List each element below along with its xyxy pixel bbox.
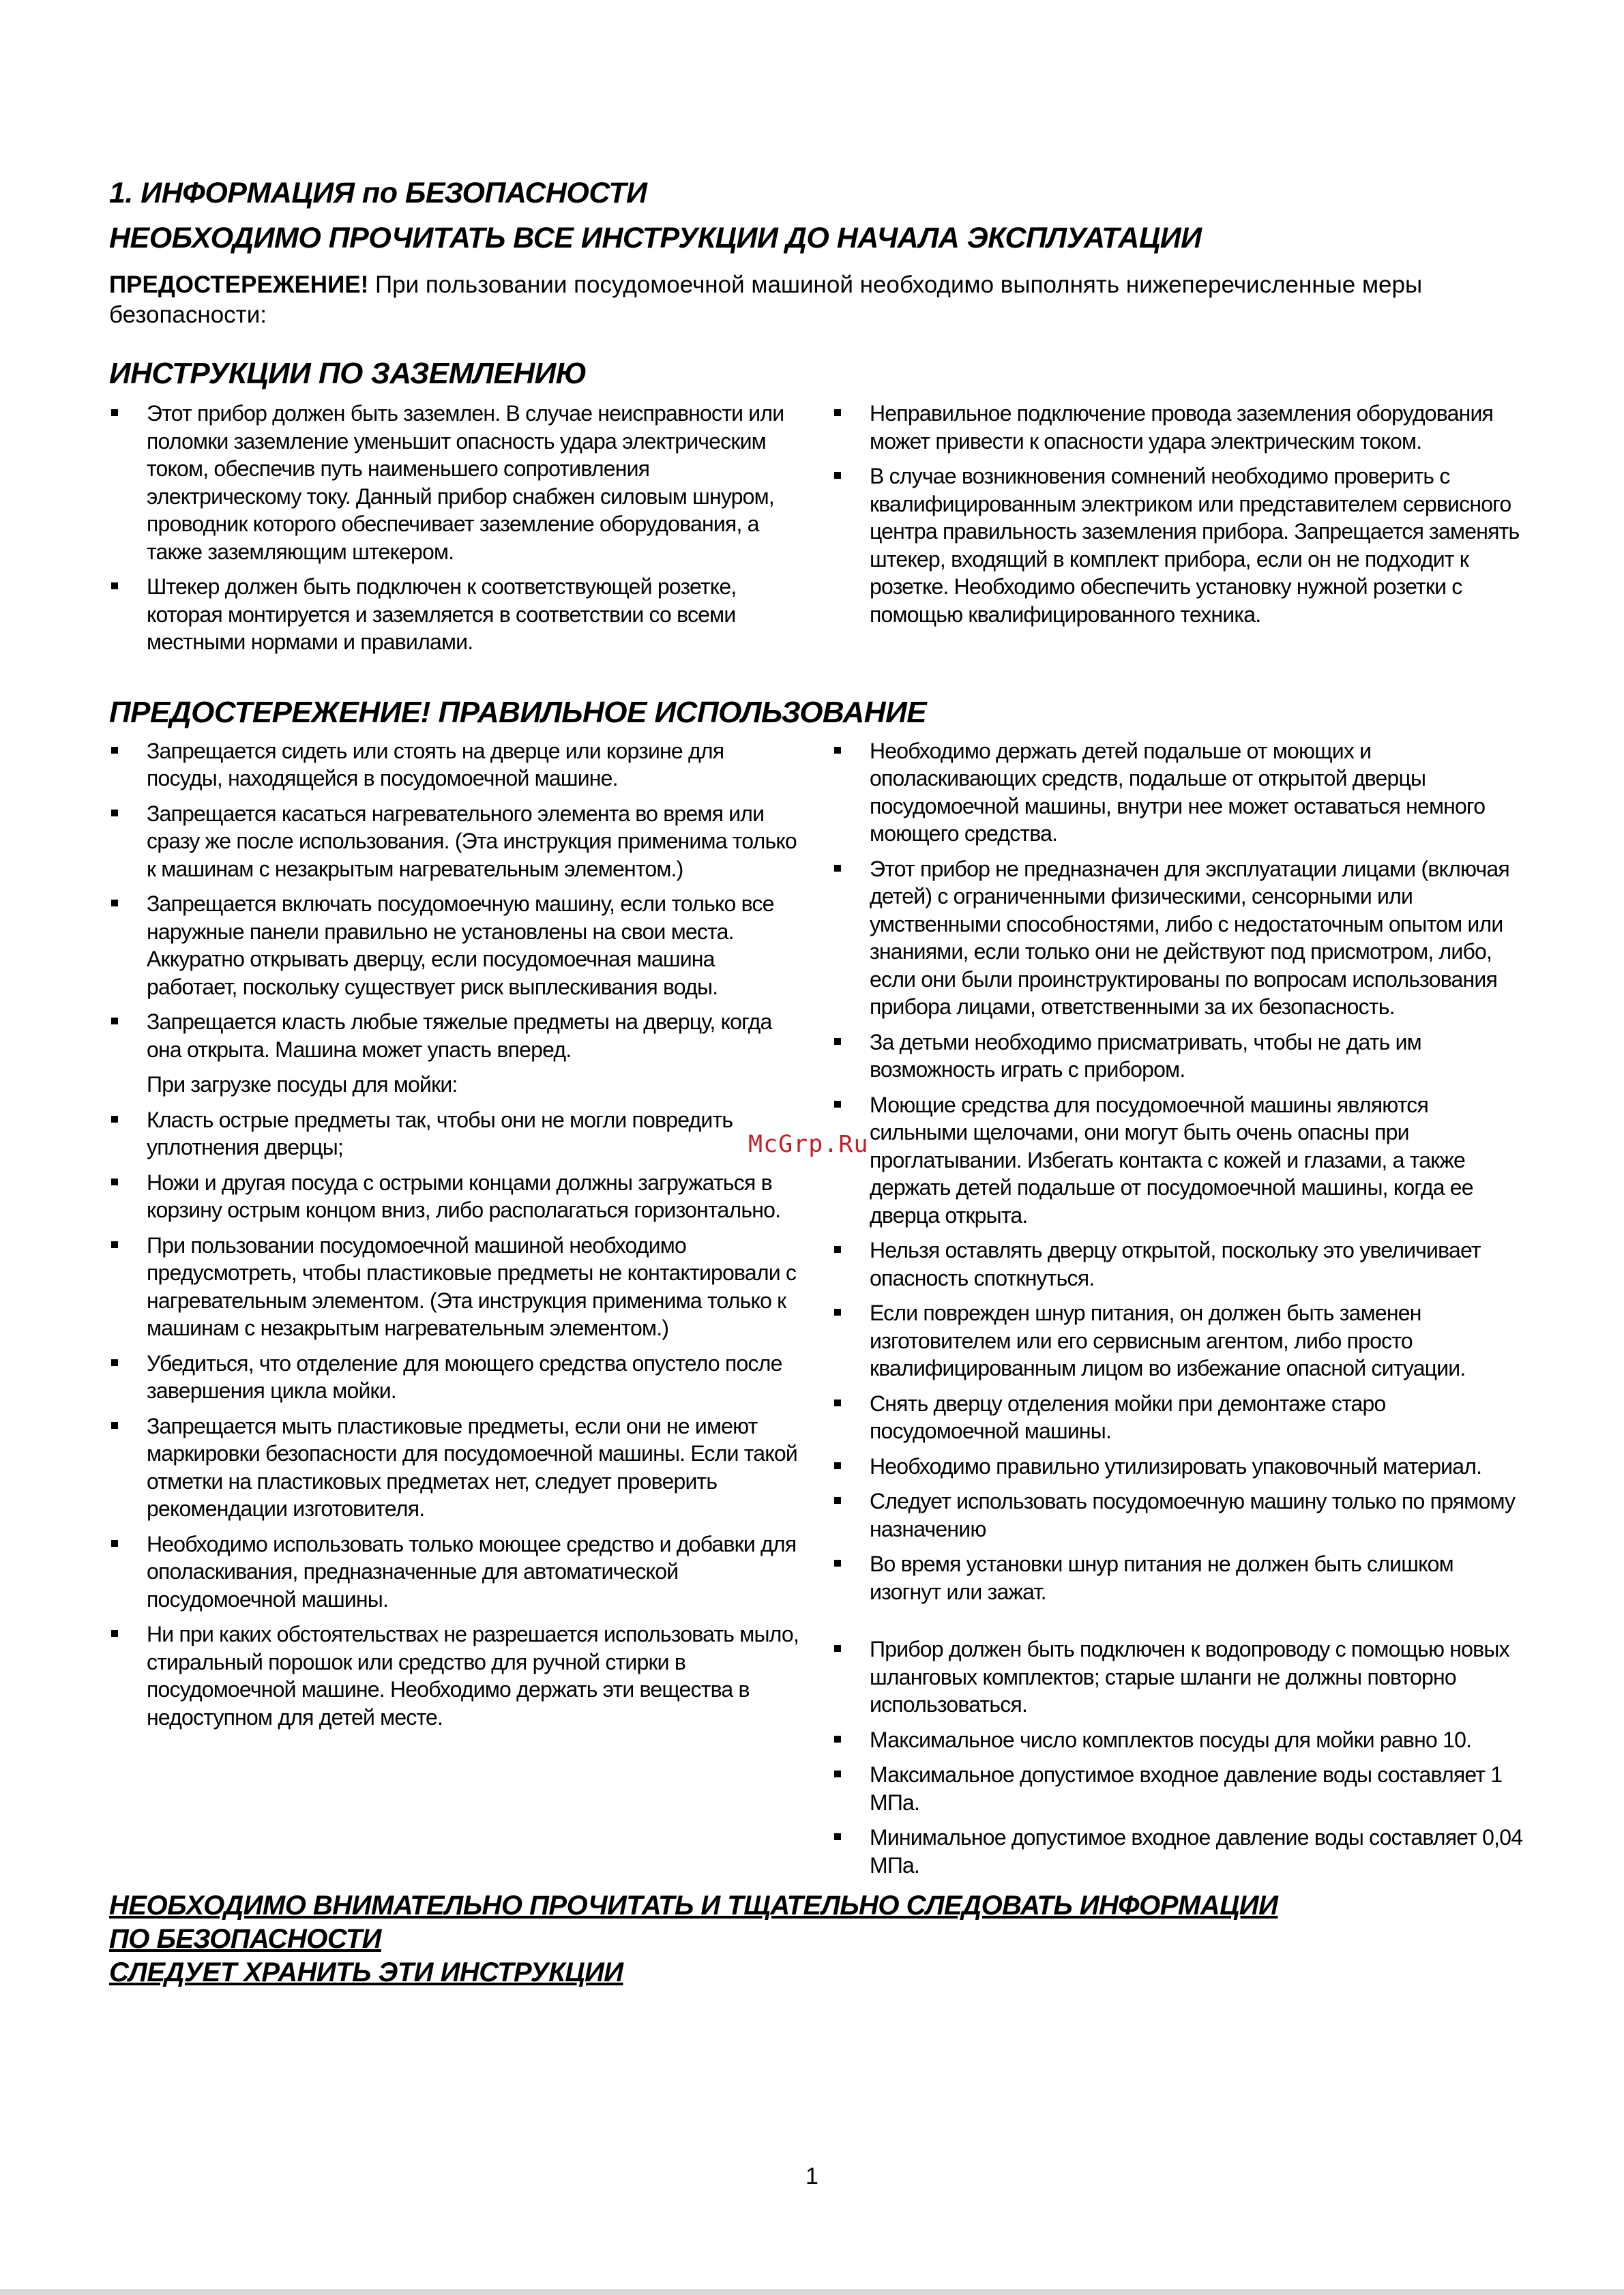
bullet-icon: [834, 1736, 841, 1743]
list-item: Запрещается касаться нагревательного элемента во время или сразу же после использования. (Эта инструкция применима только к машинам с незакрытым нагревательным элементом.): [109, 800, 805, 883]
list-item: Нельзя оставлять дверцу открытой, поскольку это увеличивает опасность споткнуться.: [832, 1237, 1528, 1292]
grounding-section-title: ИНСТРУКЦИИ ПО ЗАЗЕМЛЕНИЮ: [109, 357, 587, 390]
list-item: Убедиться, что отделение для моющего средства опустело после завершения цикла мойки.: [109, 1350, 805, 1405]
grounding-right-list: [832, 400, 1528, 628]
list-item: В случае возникновения сомнений необходимо проверить с квалифицированным электриком или представителем сервисного центра правильность заземления прибора. Запрещается заменять штекер, входящий в комплект прибора, если он не подходит к розетке. Необходимо обеспечить установку нужной розетки с помощью квалифицированного техника.: [832, 462, 1528, 628]
list-item: Снять дверцу отделения мойки при демонтаже старо посудомоечной машины.: [832, 1390, 1528, 1445]
bullet-icon: [111, 582, 118, 589]
list-item: При пользовании посудомоечной машиной необходимо предусмотреть, чтобы пластиковые предметы не контактировали с нагревательным элементом. (Эта инструкция применима только к машинам с незакрытым нагревательным элементом.): [109, 1232, 805, 1342]
bullet-icon: [834, 1645, 841, 1652]
grounding-columns: [109, 400, 1528, 664]
bullet-icon: [111, 409, 118, 416]
usage-right-list: [832, 737, 1528, 1880]
list-item: Прибор должен быть подключен к водопроводу с помощью новых шланговых комплектов; старые шланги не должны повторно использоваться.: [832, 1635, 1528, 1719]
list-item: Этот прибор должен быть заземлен. В случае неисправности или поломки заземление уменьшит опасность удара электрическим током, обеспечив путь наименьшего сопротивления электрическому току. Данный прибор снабжен силовым шнуром, проводник которого обеспечивает заземление оборудования, а также заземляющим штекером.: [109, 400, 805, 565]
grounding-right-column: [832, 400, 1528, 664]
list-item: Необходимо держать детей подальше от моющих и ополаскивающих средств, подальше от открытой дверцы посудомоечной машины, внутри нее может оставаться немного моющего средства.: [832, 737, 1528, 848]
list-item: При загрузке посуды для мойки:: [147, 1072, 458, 1097]
bullet-icon: [834, 1462, 841, 1469]
list-item: Ни при каких обстоятельствах не разрешается использовать мыло, стиральный порошок или средство для ручной стирки в посудомоечной машине. Необходимо держать эти вещества в недоступном для детей месте.: [109, 1620, 805, 1731]
grounding-left-list: [109, 400, 805, 656]
list-item: Класть острые предметы так, чтобы они не могли повредить уплотнения дверцы;: [109, 1106, 805, 1161]
list-item: Необходимо использовать только моющее средство и добавки для ополаскивания, предназначенные для автоматической посудомоечной машины.: [109, 1530, 805, 1614]
bullet-icon: [834, 1309, 841, 1316]
list-item: Штекер должен быть подключен к соответствующей розетке, которая монтируется и заземляется в соответствии со всеми местными нормами и правилами.: [109, 573, 805, 656]
list-item: Неправильное подключение провода заземления оборудования может привести к опасности удара электрическим током.: [832, 400, 1528, 455]
bullet-icon: [111, 1179, 118, 1185]
list-item: За детьми необходимо присматривать, чтобы не дать им возможность играть с прибором.: [832, 1028, 1528, 1084]
page-bottom-divider: [0, 2289, 1624, 2295]
usage-left-column: [109, 737, 805, 1887]
bullet-icon: [111, 1422, 118, 1429]
list-item: Если поврежден шнур питания, он должен быть заменен изготовителем или его сервисным агентом, либо просто квалифицированным лицом во избежание опасной ситуации.: [832, 1299, 1528, 1382]
list-item: Ножи и другая посуда с острыми концами должны загружаться в корзину острым концом вниз, либо располагаться горизонтально.: [109, 1169, 805, 1224]
bullet-icon: [834, 1560, 841, 1567]
list-item: Запрещается мыть пластиковые предметы, если они не имеют маркировки безопасности для посудомоечной машины. Если такой отметки на пластиковых предметах нет, следует проверить рекомендации изготовителя.: [109, 1412, 805, 1523]
list-item: Запрещается сидеть или стоять на дверце или корзине для посуды, находящейся в посудомоечной машине.: [109, 737, 805, 793]
closing-notice-line: ПО БЕЗОПАСНОСТИ: [109, 1924, 381, 1954]
usage-columns: [109, 737, 1528, 1887]
page-title: 1. ИНФОРМАЦИЯ по БЕЗОПАСНОСТИ: [109, 177, 647, 209]
bullet-icon: [111, 1018, 118, 1024]
bullet-icon: [111, 1116, 118, 1123]
bullet-icon: [834, 1101, 841, 1108]
bullet-icon: [834, 1246, 841, 1253]
grounding-left-column: [109, 400, 805, 664]
list-item: Запрещается включать посудомоечную машину, если только все наружные панели правильно не установлены на свои места. Аккуратно открывать дверцу, если посудомоечная машина работает, поскольку существует риск выплескивания воды.: [109, 890, 805, 1001]
usage-left-list: [109, 737, 805, 1732]
warning-intro: [109, 270, 1528, 330]
closing-notice: [109, 1889, 1528, 1989]
bullet-icon: [834, 1833, 841, 1840]
bullet-icon: [111, 1540, 118, 1547]
warning-label: ПРЕДОСТЕРЕЖЕНИЕ!: [109, 271, 369, 298]
list-item: Максимальное допустимое входное давление воды составляет 1 МПа.: [832, 1761, 1528, 1816]
closing-notice-line: СЛЕДУЕТ ХРАНИТЬ ЭТИ ИНСТРУКЦИИ: [109, 1957, 623, 1987]
list-item: Во время установки шнур питания не должен быть слишком изогнут или зажат.: [832, 1550, 1528, 1605]
bullet-icon: [111, 900, 118, 906]
page-content: [109, 171, 1528, 1989]
usage-right-column: [832, 737, 1528, 1887]
bullet-icon: [834, 747, 841, 754]
bullet-icon: [111, 1630, 118, 1637]
bullet-icon: [834, 1497, 841, 1504]
page-number: 1: [806, 2163, 818, 2189]
list-item: Запрещается класть любые тяжелые предметы на дверцу, когда она открыта. Машина может упасть вперед.: [109, 1008, 805, 1063]
bullet-icon: [111, 810, 118, 816]
warning-text: При пользовании посудомоечной машиной необходимо выполнять нижеперечисленные меры безопасности:: [109, 271, 1423, 328]
list-item: Следует использовать посудомоечную машину только по прямому назначению: [832, 1487, 1528, 1543]
list-item: Моющие средства для посудомоечной машины являются сильными щелочами, они могут быть очень опасны при проглатывании. Избегать контакта с кожей и глазами, а также держать детей подальше от посудомоечной машины, когда ее дверца открыта.: [832, 1091, 1528, 1230]
bullet-icon: [834, 865, 841, 872]
bullet-icon: [834, 409, 841, 416]
list-item: Этот прибор не предназначен для эксплуатации лицами (включая детей) с ограниченными физическими, сенсорными или умственными способностями, либо с недостаточным опытом или знаниями, если только они не действуют под присмотром, либо, если они были проинструктированы по вопросам использования прибора лицами, ответственными за их безопасность.: [832, 855, 1528, 1021]
bullet-icon: [834, 472, 841, 479]
bullet-icon: [111, 1359, 118, 1366]
list-item: Максимальное число комплектов посуды для мойки равно 10.: [832, 1726, 1528, 1754]
bullet-icon: [834, 1771, 841, 1777]
list-item: Необходимо правильно утилизировать упаковочный материал.: [832, 1453, 1528, 1481]
bullet-icon: [834, 1038, 841, 1045]
closing-notice-line: НЕОБХОДИМО ВНИМАТЕЛЬНО ПРОЧИТАТЬ И ТЩАТЕЛЬНО СЛЕДОВАТЬ ИНФОРМАЦИИ: [109, 1891, 1278, 1921]
list-item: Минимальное допустимое входное давление воды составляет 0,04 МПа.: [832, 1824, 1528, 1879]
usage-section-title: ПРЕДОСТЕРЕЖЕНИЕ! ПРАВИЛЬНОЕ ИСПОЛЬЗОВАНИЕ: [109, 695, 927, 729]
bullet-icon: [834, 1400, 841, 1406]
page-subtitle: НЕОБХОДИМО ПРОЧИТАТЬ ВСЕ ИНСТРУКЦИИ ДО НАЧАЛА ЭКСПЛУАТАЦИИ: [109, 222, 1202, 254]
bullet-icon: [111, 747, 118, 754]
bullet-icon: [111, 1241, 118, 1248]
watermark: McGrp.Ru: [748, 1131, 869, 1158]
